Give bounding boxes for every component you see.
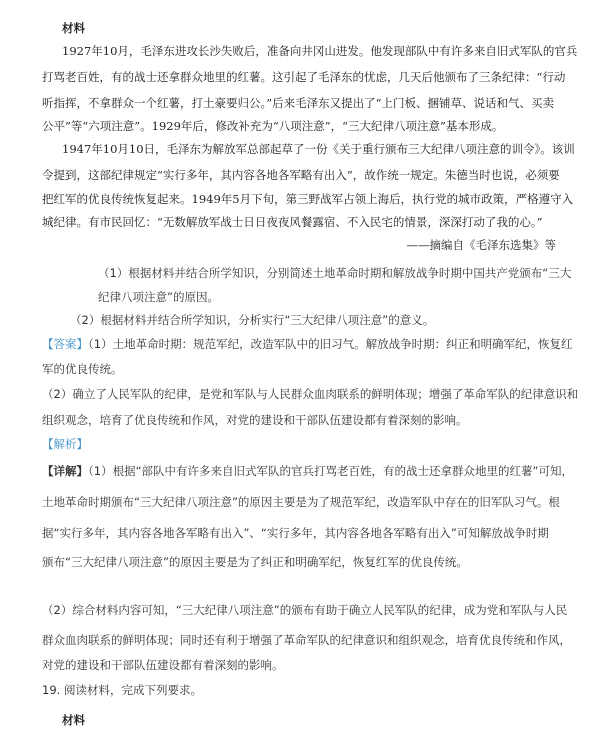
detail-label: 【详解】	[42, 464, 88, 478]
answer-label: 【答案】	[42, 337, 88, 351]
question-1-line: 纪律八项注意”的原因。	[98, 290, 219, 304]
source-citation: ——摘编自《毛泽东选集》等	[406, 238, 556, 252]
answer-text: （1）土地革命时期：规范军纪，改造军队中的旧习气。解放战争时期：纠正和明确军纪，恢复红	[88, 337, 573, 351]
text-line: 令提到，这部纪律规定“实行多年，其内容各地各军略有出入”，故作统一规定。朱德当时也说，必须要	[42, 168, 560, 182]
detail-text: （1）根据“部队中有许多来自旧式军队的官兵打骂老百姓，有的战士还拿群众地里的红薯”可知，	[88, 464, 573, 478]
detail-line: 群众血肉联系的鲜明体现；同时还有利于增强了革命军队的纪律意识和组织观念，培育优良传统和作风，	[42, 633, 571, 647]
text-line: 把红军的优良传统恢复起来。1949年5月下旬，第三野战军占领上海后，执行党的城市政策，严格遵守入	[42, 192, 574, 206]
text-line: 城纪律。有市民回忆：“无数解放军战士日日夜夜风餐露宿、不入民宅的情景，深深打动了我的心。”	[42, 215, 543, 229]
question-1-line: （1）根据材料并结合所学知识，分别简述土地革命时期和解放战争时期中国共产党颁布“三大	[98, 266, 572, 280]
question-2: （2）根据材料并结合所学知识，分析实行“三大纪律八项注意”的意义。	[70, 313, 435, 327]
detail-line: 颁布“三大纪律八项注意”的原因主要是为了纠正和明确军纪，恢复红军的优良传统。	[42, 555, 468, 569]
text-line: 打骂老百姓，有的战士还拿群众地里的红薯。这引起了毛泽东的忧虑，几天后他颁布了三条纪律：“行动	[42, 70, 566, 84]
text-line: 公平”等“六项注意”。1929年后，修改补充为“八项注意”，“三大纪律八项注意”基本形成。	[42, 119, 504, 133]
analysis-label: 【解析】	[42, 437, 88, 451]
text-line: 1927年10月，毛泽东进攻长沙失败后，准备向井冈山进发。他发现部队中有许多来自旧式军队的官兵	[62, 44, 578, 58]
answer-line: 军的优良传统。	[42, 362, 123, 376]
question-19: 19. 阅读材料，完成下列要求。	[42, 683, 202, 697]
answer-line: 组织观念，培育了优良传统和作风，对党的建设和干部队伍建设都有着深刻的影响。	[42, 413, 468, 427]
answer-line	[42, 336, 573, 352]
detail-line: （2）综合材料内容可知，“三大纪律八项注意”的颁布有助于确立人民军队的纪律，成为党和军队与人民	[42, 603, 568, 617]
answer-line: （2）确立了人民军队的纪律，是党和军队与人民群众血肉联系的鲜明体现；增强了革命军队的纪律意识和	[42, 387, 579, 401]
detail-line: 对党的建设和干部队伍建设都有着深刻的影响。	[42, 658, 284, 672]
text-line: 听指挥，不拿群众一个红薯，打土豪要归公。”后来毛泽东又提出了“上门板、捆铺草、说话和气、买卖	[42, 96, 555, 110]
detail-line: 据“实行多年，其内容各地各军略有出入”、“实行多年，其内容各地各军略有出入”可知解放战争时期	[42, 526, 549, 540]
detail-line	[42, 463, 573, 479]
text-line: 1947年10月10日，毛泽东为解放军总部起草了一份《关于重行颁布三大纪律八项注意的训令》。该训	[62, 142, 575, 156]
material-heading: 材料	[62, 21, 85, 35]
material-heading-2: 材料	[62, 713, 85, 727]
detail-line: 土地革命时期颁布“三大纪律八项注意”的原因主要是为了规范军纪，改造军队中存在的旧军队习气。根	[42, 495, 560, 509]
